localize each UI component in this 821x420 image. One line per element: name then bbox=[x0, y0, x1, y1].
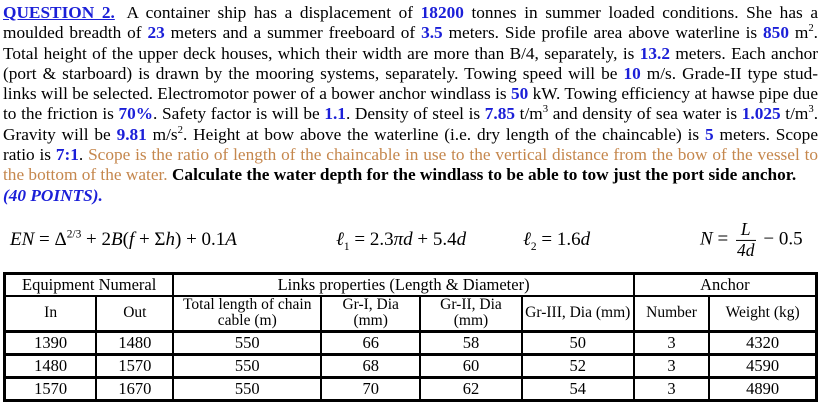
bold-segment: Calculate the water depth for the windlass to be able to tow just the port side anchor. bbox=[171, 165, 797, 185]
txt-segment: meters. Each anchor (port & starboard) is drawn by the mooring systems, separately. Towing speed will be bbox=[3, 43, 818, 83]
fraction: $\frac{L}{4d}$ bbox=[737, 218, 755, 260]
it-segment: h bbox=[165, 228, 175, 250]
table-column-header-row bbox=[5, 296, 817, 332]
txt-segment: t/m bbox=[780, 104, 809, 124]
formula-shackle-number bbox=[700, 220, 803, 260]
table-cell: 54 bbox=[522, 377, 634, 400]
num-segment: 10 bbox=[623, 63, 641, 83]
num-segment: 9.81 bbox=[116, 124, 147, 144]
rm-segment: − 0.5 bbox=[758, 228, 803, 250]
col-header-gr3-dia: Gr-III, Dia (mm) bbox=[522, 296, 634, 332]
col-header-anchor-number: Number bbox=[634, 296, 710, 332]
table-cell: 1570 bbox=[96, 354, 173, 377]
table-cell: 1570 bbox=[5, 377, 97, 400]
it-segment: ℓ bbox=[336, 228, 344, 250]
txt-segment: A container ship has a displacement of bbox=[119, 3, 421, 22]
table-cell: 1480 bbox=[96, 331, 173, 354]
table-cell: 550 bbox=[173, 331, 321, 354]
txt-segment: . Height at bow above the waterline (i.e. dry length of the chaincable) is bbox=[183, 124, 706, 144]
num-segment: 850 bbox=[763, 23, 789, 43]
sup-segment: 2/3 bbox=[66, 228, 82, 241]
table-cell: 60 bbox=[420, 354, 522, 377]
txt-segment: and density of sea water is bbox=[548, 104, 742, 124]
txt-segment: t/m bbox=[515, 104, 543, 124]
table-row bbox=[5, 354, 817, 377]
txt-segment: . Gravity will be bbox=[3, 104, 819, 144]
table-cell: 1670 bbox=[96, 377, 173, 400]
it-segment: πd bbox=[393, 228, 413, 250]
formula-link-length-1 bbox=[336, 229, 466, 251]
it-segment: d bbox=[456, 228, 467, 250]
num-segment: 1.025 bbox=[741, 104, 781, 124]
question-paragraph bbox=[3, 3, 818, 206]
formula-row bbox=[3, 215, 818, 265]
table-cell: 4320 bbox=[709, 331, 816, 354]
txt-segment: m/s bbox=[146, 124, 178, 144]
rm-segment: = 2.3 bbox=[349, 228, 394, 250]
group-header-anchor: Anchor bbox=[634, 273, 817, 296]
txt-segment: . Total height of the upper deck houses, which their width are more than B/4, separately, is bbox=[3, 23, 818, 63]
title-segment: QUESTION 2. bbox=[3, 3, 115, 22]
points-segment: (40 POINTS). bbox=[3, 185, 103, 205]
sup-segment: 3 bbox=[808, 103, 814, 116]
col-header-total-length: Total length of chain cable (m) bbox=[173, 296, 321, 332]
txt-segment: . Density of steel is bbox=[345, 104, 485, 124]
txt-segment: . Safety factor is will be bbox=[153, 104, 325, 124]
it-segment: N bbox=[700, 228, 713, 250]
it-segment: d bbox=[580, 228, 591, 250]
num-segment: 5 bbox=[705, 124, 714, 144]
table-cell: 66 bbox=[321, 331, 420, 354]
table-cell: 58 bbox=[420, 331, 522, 354]
rm-segment: + 5.4 bbox=[412, 228, 457, 250]
num-segment: 23 bbox=[147, 23, 165, 43]
txt-segment: kW. Towing efficiency at hawse pipe due to the friction is bbox=[3, 84, 818, 124]
table-cell: 3 bbox=[634, 331, 710, 354]
txt-segment: meters. Side profile area above waterline is bbox=[442, 23, 764, 43]
rm-segment: ) + 0.1 bbox=[175, 228, 226, 250]
rm-segment: = bbox=[712, 228, 733, 250]
it-segment: f bbox=[128, 228, 135, 250]
table-cell: 4590 bbox=[709, 354, 816, 377]
it-segment: A bbox=[225, 228, 237, 250]
sup-segment: 2 bbox=[177, 124, 183, 137]
num-segment: 70% bbox=[118, 104, 154, 124]
txt-segment: m bbox=[788, 23, 809, 43]
txt-segment: meters. Scope ratio is bbox=[3, 124, 818, 165]
group-header-links-properties: Links properties (Length & Diameter) bbox=[173, 273, 633, 296]
table-cell: 550 bbox=[173, 354, 321, 377]
txt-segment: . bbox=[78, 145, 89, 165]
table-cell: 550 bbox=[173, 377, 321, 400]
formula-link-length-2 bbox=[523, 229, 590, 251]
col-header-gr1-dia: Gr-I, Dia (mm) bbox=[321, 296, 420, 332]
txt-segment: meters and a summer freeboard of bbox=[164, 23, 422, 43]
sup-segment: 2 bbox=[808, 22, 814, 35]
col-header-out: Out bbox=[96, 296, 173, 332]
rm-segment: + 2 bbox=[81, 228, 111, 250]
table-cell: 62 bbox=[420, 377, 522, 400]
it-segment: EN bbox=[10, 228, 35, 250]
anchor-equipment-table bbox=[3, 272, 818, 402]
table-cell: 68 bbox=[321, 354, 420, 377]
num-segment: 13.2 bbox=[639, 43, 670, 63]
table-cell: 1390 bbox=[5, 331, 97, 354]
num-segment: 18200 bbox=[420, 3, 464, 22]
sup-segment: 3 bbox=[542, 103, 549, 116]
formula-equipment-numeral bbox=[10, 229, 237, 251]
table-cell: 50 bbox=[522, 331, 634, 354]
table-cell: 70 bbox=[321, 377, 420, 400]
rm-segment: = Δ bbox=[34, 228, 67, 250]
num-segment: 1.1 bbox=[324, 104, 346, 124]
num-segment: 7:1 bbox=[55, 145, 79, 165]
table-cell: 3 bbox=[634, 377, 710, 400]
col-header-gr2-dia: Gr-II, Dia (mm) bbox=[420, 296, 522, 332]
table-row bbox=[5, 331, 817, 354]
scope-segment: Scope is the ratio of length of the chaincable in use to the vertical distance from the bow of the vessel to the bottom of the water. bbox=[3, 145, 819, 185]
it-segment: B bbox=[111, 228, 123, 250]
col-header-in: In bbox=[5, 296, 97, 332]
group-header-equipment-numeral: Equipment Numeral bbox=[5, 273, 174, 296]
rm-segment: + Σ bbox=[134, 228, 166, 250]
table-cell: 4890 bbox=[709, 377, 816, 400]
num-segment: 50 bbox=[511, 84, 529, 104]
table-cell: 52 bbox=[522, 354, 634, 377]
table-cell: 3 bbox=[634, 354, 710, 377]
rm-segment: = 1.6 bbox=[536, 228, 581, 250]
col-header-anchor-weight: Weight (kg) bbox=[709, 296, 816, 332]
txt-segment: m/s. Grade-II type stud-links will be selected. Electromotor power of a bower anchor windlass is bbox=[3, 63, 818, 104]
sub-segment: 2 bbox=[530, 240, 537, 253]
num-segment: 3.5 bbox=[421, 23, 443, 43]
sub-segment: 1 bbox=[343, 240, 350, 253]
rm-segment: ( bbox=[122, 228, 129, 250]
num-segment: 7.85 bbox=[484, 104, 516, 124]
table-cell: 1480 bbox=[5, 354, 97, 377]
txt-segment: tonnes in summer loaded conditions. She has a moulded breadth of bbox=[3, 3, 819, 43]
table-group-header-row bbox=[5, 273, 817, 296]
it-segment: ℓ bbox=[523, 228, 531, 250]
table-row bbox=[5, 377, 817, 400]
